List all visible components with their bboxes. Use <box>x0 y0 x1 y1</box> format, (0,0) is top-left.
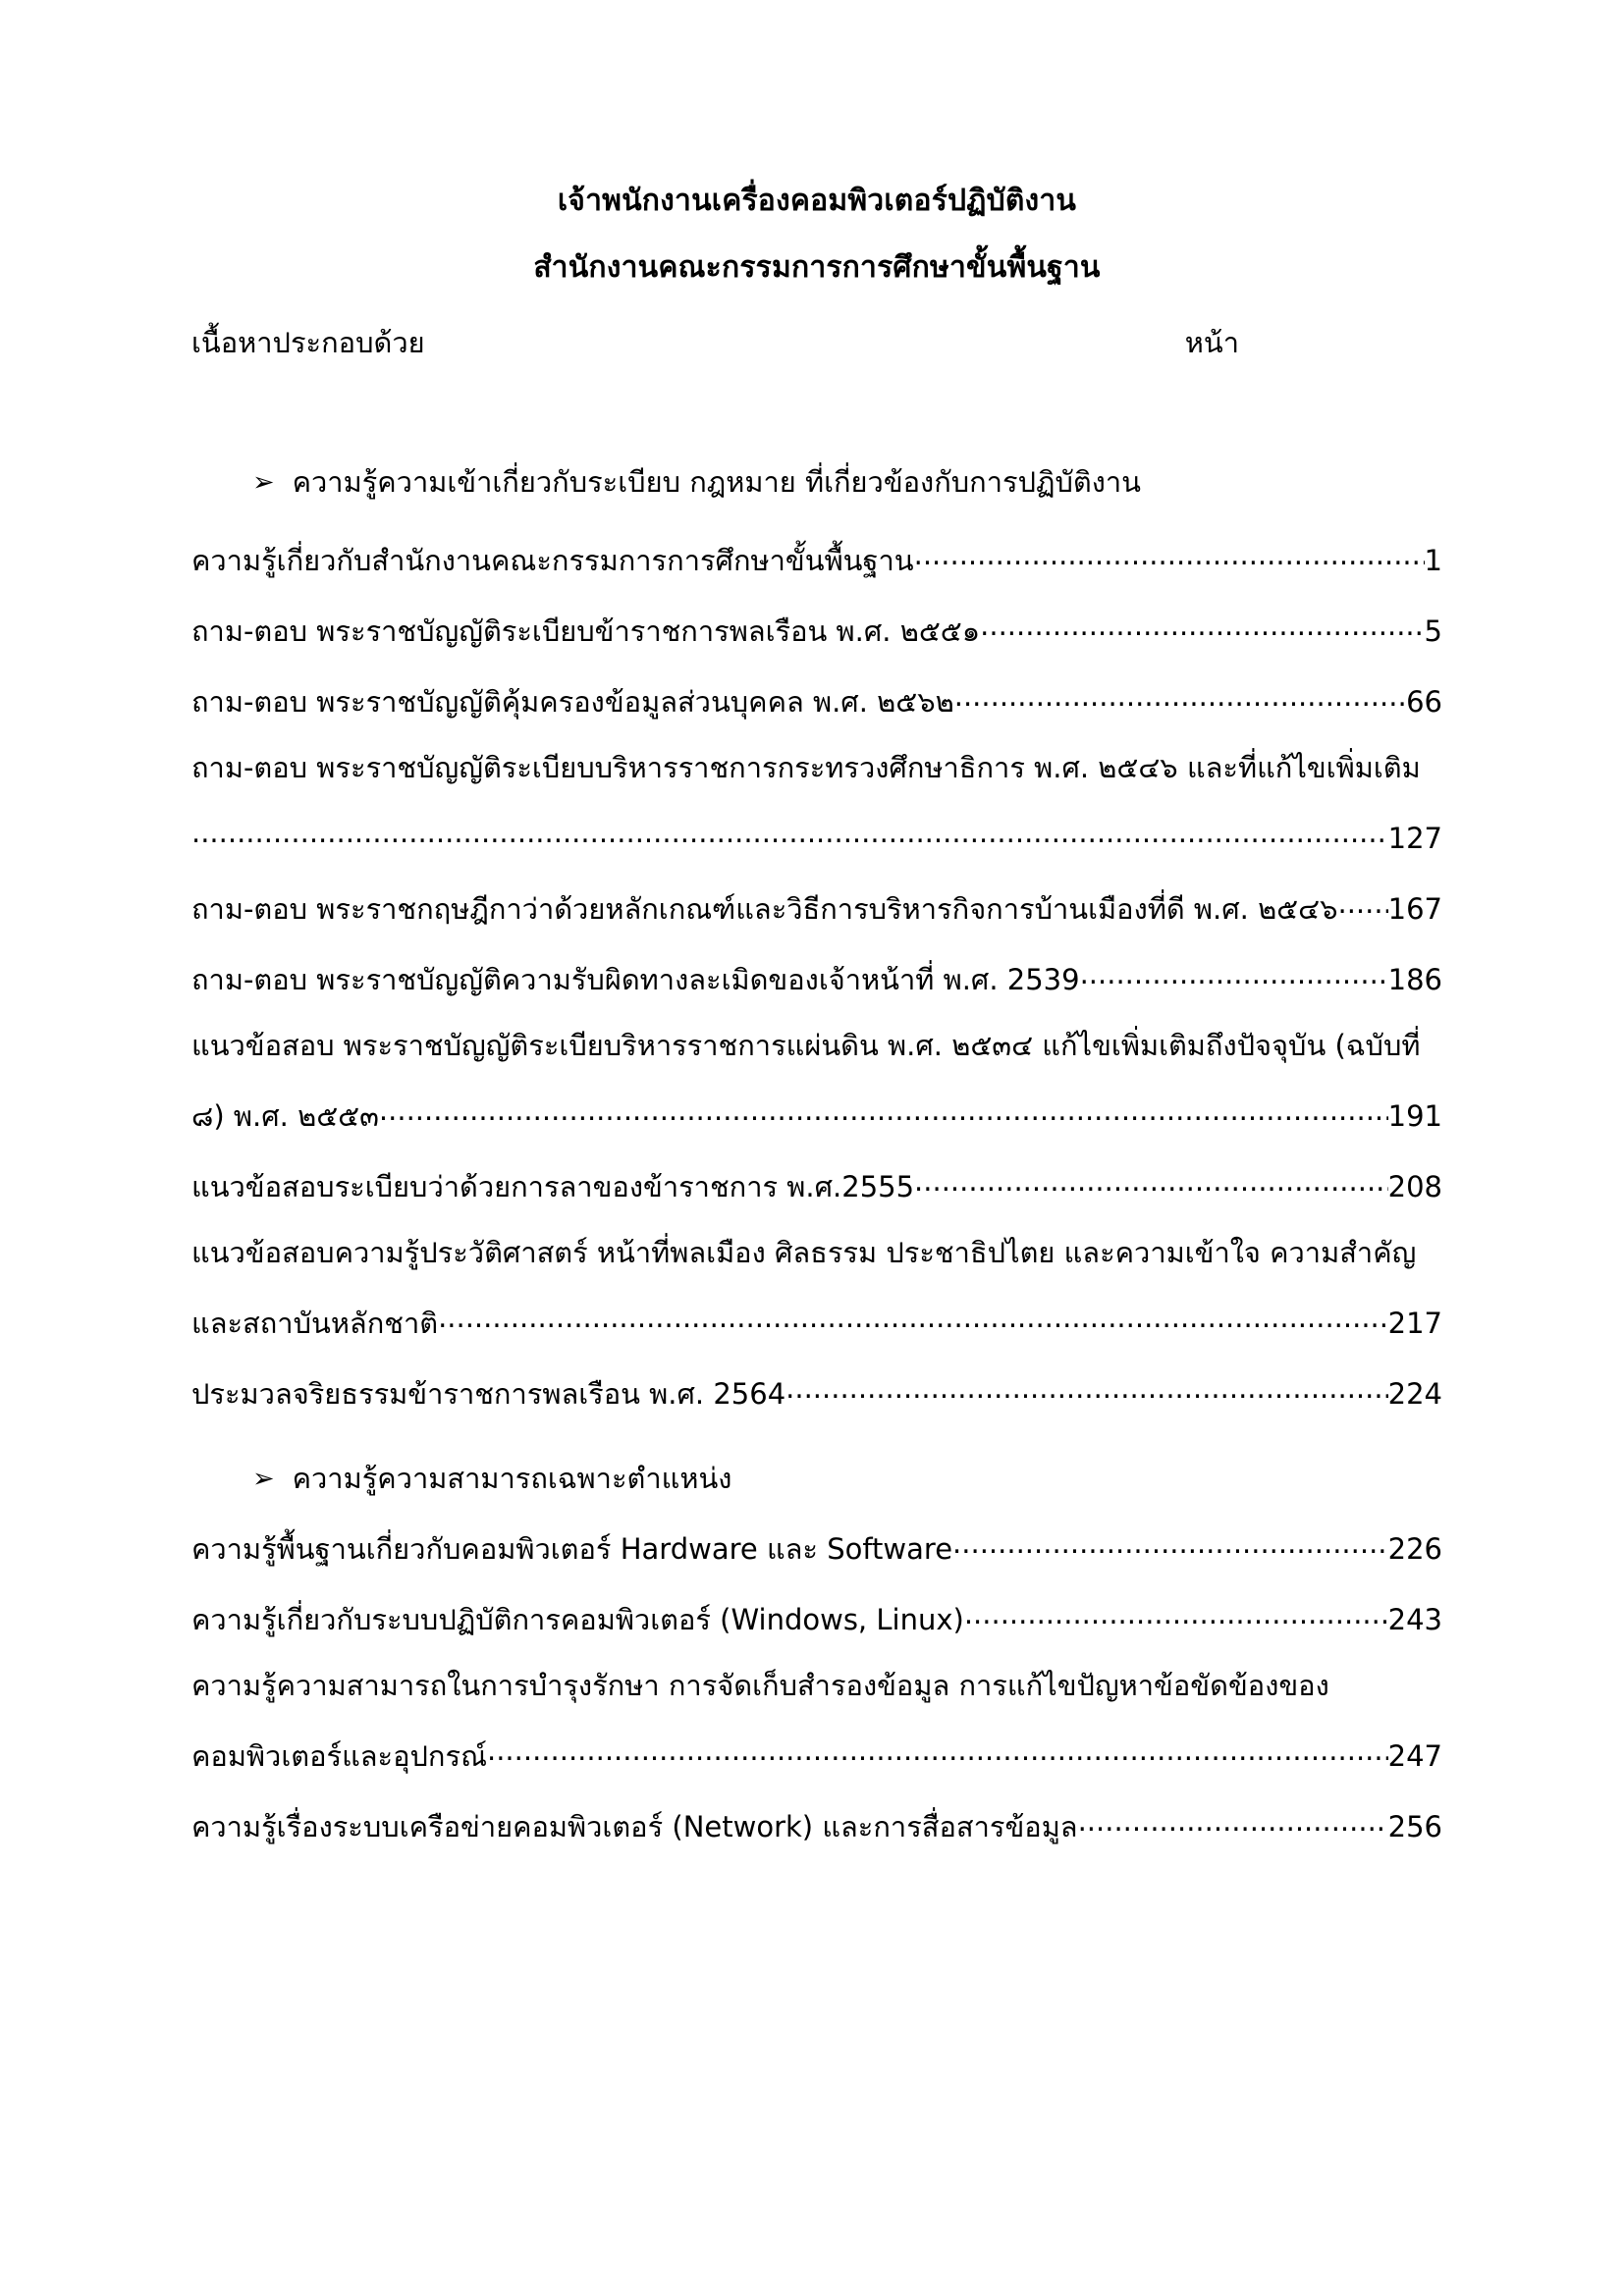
toc-list-section-1 <box>191 542 1442 1409</box>
toc-entry-page: 1 <box>1424 544 1442 577</box>
arrow-bullet-icon: ➢ <box>252 467 275 498</box>
toc-entry-title: แนวข้อสอบความรู้ประวัติศาสตร์ หน้าที่พลเมือง ศิลธรรม ประชาธิปไตย และความเข้าใจ ความสำคัญ <box>191 1236 1417 1269</box>
leader-dots <box>438 1305 1388 1333</box>
toc-entry[interactable] <box>191 1669 1442 1773</box>
leader-dots <box>1080 961 1388 989</box>
leader-dots <box>980 613 1424 641</box>
toc-list-section-2 <box>191 1530 1442 1842</box>
page-column-label: หน้า <box>1184 326 1239 359</box>
toc-entry[interactable] <box>191 961 1442 994</box>
leader-dots <box>379 1097 1388 1126</box>
toc-entry-page: 224 <box>1387 1377 1442 1411</box>
leader-dots <box>1078 1808 1388 1837</box>
toc-entry-page: 186 <box>1387 963 1442 996</box>
toc-entry-page: 226 <box>1387 1532 1442 1566</box>
toc-entry-title-cont: และสถาบันหลักชาติ <box>191 1307 439 1340</box>
toc-entry-title: ถาม-ตอบ พระราชบัญญัติระเบียบข้าราชการพลเรือน พ.ศ. ๒๕๕๑ <box>191 614 981 648</box>
toc-entry-title: ความรู้ความสามารถในการบำรุงรักษา การจัดเก็บสำรองข้อมูล การแก้ไขปัญหาข้อขัดข้องของ <box>191 1669 1329 1702</box>
toc-entry[interactable] <box>191 542 1442 575</box>
section-heading-2 <box>191 1456 1442 1501</box>
leader-dots <box>914 1168 1388 1197</box>
toc-entry-page: 127 <box>1387 822 1442 855</box>
leader-dots <box>1338 890 1388 919</box>
page-title <box>191 184 1442 285</box>
toc-entry[interactable] <box>191 1808 1442 1842</box>
leader-dots <box>914 542 1425 570</box>
toc-entry-title: แนวข้อสอบระเบียบว่าด้วยการลาของข้าราชการ พ.ศ.2555 <box>191 1170 915 1203</box>
leader-dots <box>487 1737 1388 1766</box>
toc-entry-title-cont: ๘) พ.ศ. ๒๕๕๓ <box>191 1099 379 1133</box>
toc-entry-page: 66 <box>1406 685 1442 719</box>
section-heading-1 <box>191 459 1442 505</box>
leader-dots <box>964 1601 1388 1629</box>
section-heading-2-label: ความรู้ความสามารถเฉพาะตำแหน่ง <box>292 1462 732 1495</box>
toc-entry[interactable] <box>191 1029 1442 1133</box>
toc-entry-page: 247 <box>1387 1739 1442 1773</box>
toc-entry-title: ประมวลจริยธรรมข้าราชการพลเรือน พ.ศ. 2564 <box>191 1377 786 1411</box>
toc-entry-title-cont: คอมพิวเตอร์และอุปกรณ์ <box>191 1739 487 1773</box>
toc-entry-title: ความรู้เกี่ยวกับสำนักงานคณะกรรมการการศึกษาขั้นพื้นฐาน <box>191 544 914 577</box>
contents-label: เนื้อหาประกอบด้วย <box>191 326 425 359</box>
spacer <box>191 1501 1442 1530</box>
toc-entry-title: ความรู้เกี่ยวกับระบบปฏิบัติการคอมพิวเตอร์ (Windows, Linux) <box>191 1603 964 1636</box>
toc-entry[interactable] <box>191 751 1442 855</box>
toc-entry-title: ถาม-ตอบ พระราชบัญญัติคุ้มครองข้อมูลส่วนบุคคล พ.ศ. ๒๕๖๒ <box>191 685 954 719</box>
leader-dots <box>954 683 1406 712</box>
toc-entry[interactable] <box>191 890 1442 924</box>
toc-entry-title: ความรู้เรื่องระบบเครือข่ายคอมพิวเตอร์ (Network) และการสื่อสารข้อมูล <box>191 1810 1078 1843</box>
toc-entry-page: 167 <box>1387 892 1442 926</box>
toc-entry-title: แนวข้อสอบ พระราชบัญญัติระเบียบริหารราชการแผ่นดิน พ.ศ. ๒๕๓๔ แก้ไขเพิ่มเติมถึงปัจจุบัน (ฉบับที่ <box>191 1029 1421 1062</box>
toc-entry[interactable] <box>191 1530 1442 1564</box>
toc-entry[interactable] <box>191 613 1442 646</box>
toc-entry[interactable] <box>191 1601 1442 1634</box>
toc-entry-title: ถาม-ตอบ พระราชบัญญัติความรับผิดทางละเมิดของเจ้าหน้าที่ พ.ศ. 2539 <box>191 963 1080 996</box>
toc-entry-page: 191 <box>1387 1099 1442 1133</box>
spacer <box>191 365 1442 459</box>
toc-entry-page: 243 <box>1387 1603 1442 1636</box>
toc-entry-title: ถาม-ตอบ พระราชกฤษฎีกาว่าด้วยหลักเกณฑ์และวิธีการบริหารกิจการบ้านเมืองที่ดี พ.ศ. ๒๕๔๖ <box>191 892 1338 926</box>
title-line-2: สำนักงานคณะกรรมการการศึกษาขั้นพื้นฐาน <box>533 250 1101 285</box>
toc-entry-page: 256 <box>1387 1810 1442 1843</box>
leader-dots <box>785 1375 1387 1404</box>
leader-dots <box>191 820 1388 848</box>
toc-entry[interactable] <box>191 1375 1442 1409</box>
toc-entry[interactable] <box>191 683 1442 717</box>
toc-entry[interactable] <box>191 1236 1442 1340</box>
toc-entry-title: ความรู้พื้นฐานเกี่ยวกับคอมพิวเตอร์ Hardware และ Software <box>191 1532 953 1566</box>
toc-entry-page: 208 <box>1387 1170 1442 1203</box>
toc-entry-page: 217 <box>1387 1307 1442 1340</box>
arrow-bullet-icon: ➢ <box>252 1464 275 1494</box>
spacer <box>191 1446 1442 1456</box>
contents-header-row <box>191 320 1442 365</box>
toc-entry[interactable] <box>191 1168 1442 1201</box>
spacer <box>191 505 1442 542</box>
toc-entry-title: ถาม-ตอบ พระราชบัญญัติระเบียบบริหารราชการกระทรวงศึกษาธิการ พ.ศ. ๒๕๔๖ และที่แก้ไขเพิ่มเติม <box>191 751 1421 784</box>
title-line-1: เจ้าพนักงานเครื่องคอมพิวเตอร์ปฏิบัติงาน <box>557 184 1077 218</box>
section-heading-1-label: ความรู้ความเข้าเกี่ยวกับระเบียบ กฎหมาย ที่เกี่ยวข้องกับการปฏิบัติงาน <box>292 465 1141 499</box>
toc-entry-page: 5 <box>1424 614 1442 648</box>
leader-dots <box>952 1530 1388 1559</box>
